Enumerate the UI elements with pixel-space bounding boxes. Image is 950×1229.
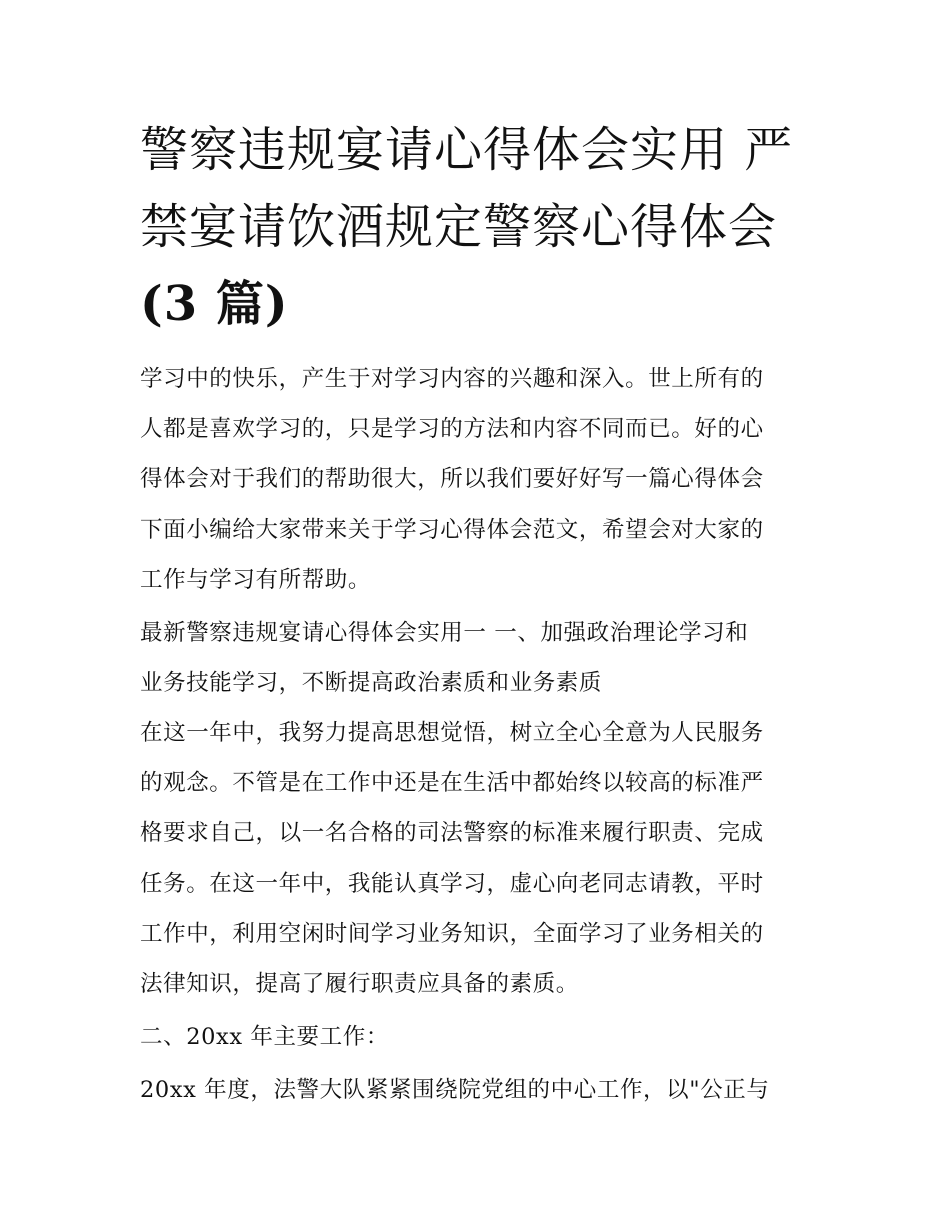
section-heading-line: 最新警察违规宴请心得体会实用一 一、加强政治理论学习和	[140, 620, 749, 646]
title-line: (3 篇)	[140, 276, 289, 332]
section-body-line: 法律知识，提高了履行职责应具备的素质。	[140, 971, 579, 997]
section-heading-line: 业务技能学习，不断提高政治素质和业务素质	[140, 670, 603, 696]
intro-line: 工作与学习有所帮助。	[140, 567, 372, 593]
title-line: 警察违规宴请心得体会实用 严	[140, 122, 794, 178]
section-body-line: 在这一年中，我努力提高思想觉悟，树立全心全意为人民服务	[140, 720, 764, 746]
title-line: 禁宴请饮酒规定警察心得体会	[140, 199, 778, 255]
section-body-line: 任务。在这一年中，我能认真学习，虚心向老同志请教，平时	[140, 871, 764, 897]
section-body-line: 格要求自己，以一名合格的司法警察的标准来履行职责、完成	[140, 820, 764, 846]
intro-line: 人都是喜欢学习的，只是学习的方法和内容不同而已。好的心	[140, 416, 764, 442]
section-body-line: 的观念。不管是在工作中还是在生活中都始终以较高的标准严	[140, 770, 764, 796]
intro-line: 得体会对于我们的帮助很大，所以我们要好好写一篇心得体会	[140, 466, 764, 492]
section-body-line: 20xx 年度，法警大队紧紧围绕院党组的中心工作，以"公正与	[140, 1077, 770, 1103]
intro-line: 下面小编给大家带来关于学习心得体会范文，希望会对大家的	[140, 517, 764, 543]
section-body-line: 工作中，利用空闲时间学习业务知识，全面学习了业务相关的	[140, 921, 764, 947]
intro-line: 学习中的快乐，产生于对学习内容的兴趣和深入。世上所有的	[140, 366, 764, 392]
document-title	[140, 112, 820, 343]
section-heading: 二、20xx 年主要工作：	[140, 1024, 389, 1050]
